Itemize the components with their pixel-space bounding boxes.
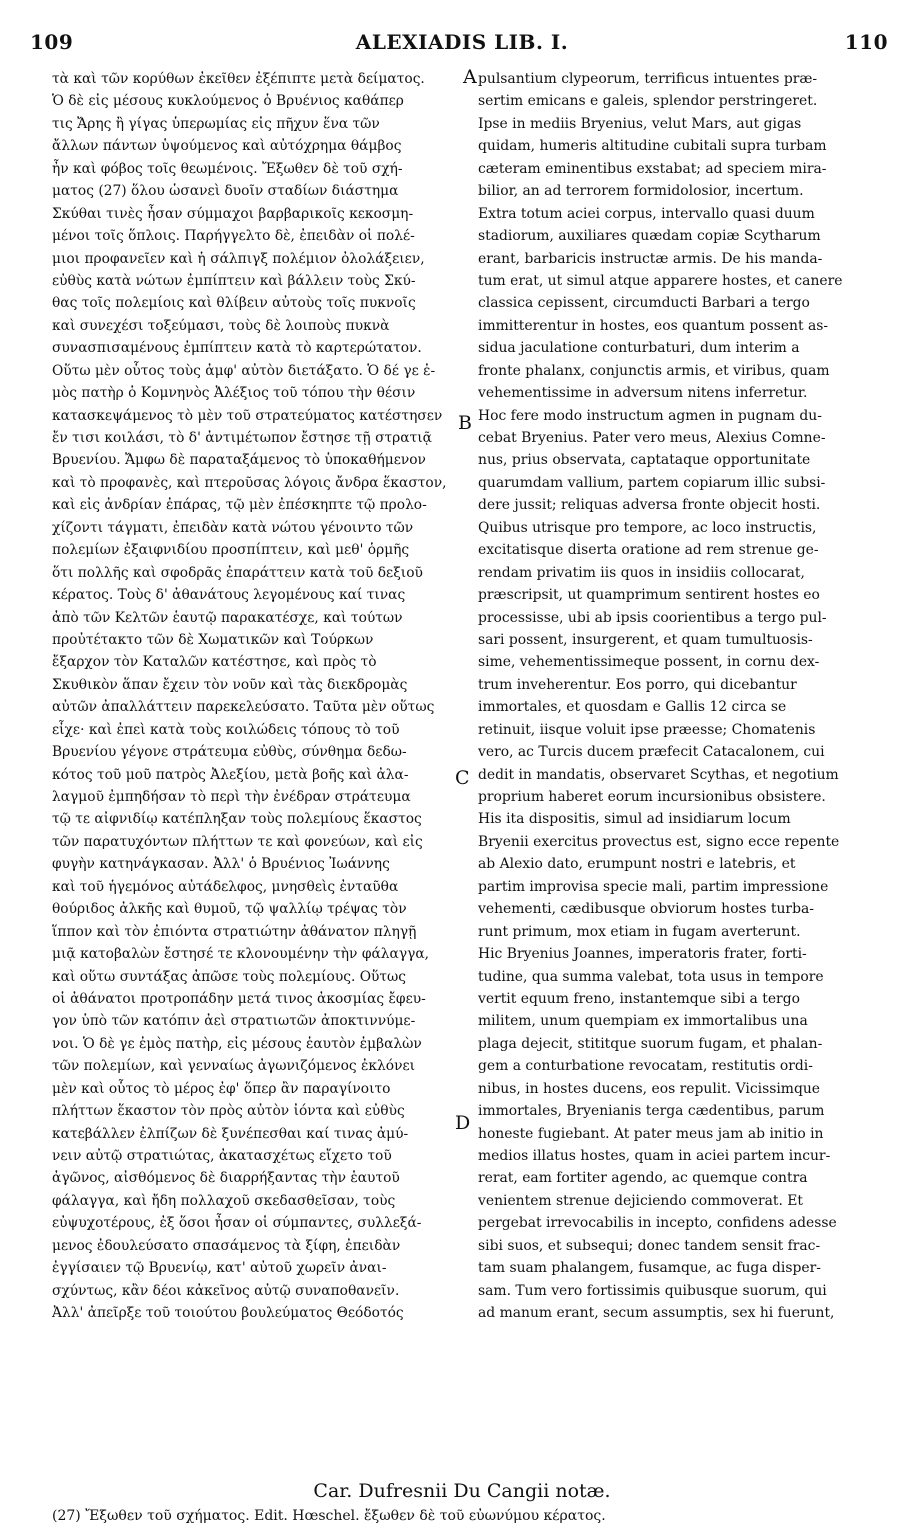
- text-line: θας τοῖς πολεμίοις καὶ θλίβειν αὐτοὺς τοῖς πυκνοῖς: [52, 295, 416, 312]
- text-line: τῶν παρατυχόντων πλήττων τε καὶ φονεύων, καὶ εἰς: [52, 833, 423, 850]
- text-line: sibi suos, et subsequi; donec tandem sensit frac-: [478, 1237, 821, 1254]
- text-line: ἔν τισι κοιλάσι, τὸ δ' ἀντιμέτωπον ἔστησε τῇ στρατιᾷ: [52, 430, 432, 446]
- text-line: militem, unum quempiam ex immortalibus una: [478, 1013, 808, 1030]
- text-line: Σκύθαι τινὲς ἦσαν σύμμαχοι βαρβαρικοῖς κεκοσμη-: [52, 205, 414, 222]
- text-line: runt primum, mox etiam in fugam averterunt.: [478, 923, 801, 940]
- latin-text-column: [478, 68, 888, 1325]
- text-line: Ὁ δὲ εἰς μέσους κυκλούμενος ὁ Βρυένιος καθάπερ: [52, 93, 404, 110]
- text-line: sime, vehementissimeque possent, in cornu dex-: [478, 654, 820, 671]
- text-line: θούριδος ἀλκῆς καὶ θυμοῦ, τῷ ψαλλίῳ τρέψας τὸν: [52, 901, 407, 918]
- text-line: immortales, Bryenianis terga cædentibus, parum: [478, 1103, 825, 1120]
- text-line: Hic Bryenius Joannes, imperatoris frater, forti-: [478, 946, 807, 963]
- margin-mark-d: D: [455, 1112, 471, 1134]
- text-line: honeste fugiebant. At pater meus jam ab initio in: [478, 1125, 824, 1142]
- text-line: τῷ τε αἰφνιδίῳ κατέπληξαν τοὺς πολεμίους ἕκαστος: [52, 811, 422, 828]
- margin-mark-b: B: [458, 412, 472, 434]
- text-line: μενος ἐδουλεύσατο σπασάμενος τὰ ξίφη, ἐπειδὰν: [52, 1237, 401, 1254]
- text-line: vertit equum freno, instantemque sibi a tergo: [478, 990, 800, 1007]
- text-line: ἀγῶνος, αἰσθόμενος δὲ διαρρήξαντας τὴν ἑαυτοῦ: [52, 1170, 400, 1187]
- text-line: κότος τοῦ μοῦ πατρὸς Ἀλεξίου, μετὰ βοῆς καὶ ἀλα-: [52, 766, 409, 783]
- text-line: προὐτέτακτο τῶν δὲ Χωματικῶν καὶ Τούρκων: [52, 631, 374, 648]
- text-line: Οὕτω μὲν οὗτος τοὺς ἀμφ' αὐτὸν διετάξατο. Ὁ δέ γε ἐ-: [52, 362, 436, 379]
- text-line: vehementissime in adversum nitens inferretur.: [478, 385, 808, 402]
- text-line: dedit in mandatis, observaret Scythas, et negotium: [478, 766, 839, 783]
- text-line: classica cepissent, circumducti Barbari a tergo: [478, 295, 810, 312]
- margin-mark-c: C: [455, 767, 470, 789]
- text-line: νοι. Ὁ δὲ γε ἐμὸς πατὴρ, εἰς μέσους ἑαυτὸν ἐμβαλὼν: [52, 1035, 422, 1052]
- text-line: trum inveherentur. Eos porro, qui dicebantur: [478, 676, 797, 693]
- text-line: χίζοντι τάγματι, ἐπειδὰν κατὰ νώτου γένοιντο τῶν: [52, 519, 414, 536]
- text-line: plaga dejecit, stititque suorum fugam, et phalan-: [478, 1035, 823, 1052]
- text-line: πολεμίων ἐξαιφνιδίου προσπίπτειν, καὶ μεθ' ὁρμῆς: [52, 542, 410, 559]
- text-line: Σκυθικὸν ἅπαν ἔχειν τὸν νοῦν καὶ τὰς διεκδρομὰς: [52, 676, 408, 693]
- text-line: οἱ ἀθάνατοι προτροπάδην μετά τινος ἀκοσμίας ἔφευ-: [52, 990, 426, 1007]
- text-line: His ita dispositis, simul ad insidiarum locum: [478, 811, 791, 828]
- text-line: μὸς πατὴρ ὁ Κομνηνὸς Ἀλέξιος τοῦ τόπου τὴν θέσιν: [52, 385, 416, 402]
- text-line: tum erat, ut simul atque apparere hostes, et canere: [478, 272, 843, 289]
- text-line: immortales, et quosdam e Gallis 12 circa se: [478, 699, 787, 716]
- margin-mark-a: A: [463, 66, 477, 88]
- text-line: φυγὴν κατηνάγκασαν. Ἀλλ' ὁ Βρυένιος Ἰωάννης: [52, 856, 390, 873]
- text-line: vehementi, cædibusque obviorum hostes turba-: [478, 901, 814, 918]
- text-line: quarumdam vallium, partem copiarum illic subsi-: [478, 474, 826, 491]
- text-line: συνασπισαμένους ἐμπίπτειν κατὰ τὸ καρτερώτατον.: [52, 340, 422, 357]
- text-line: immitterentur in hostes, eos quantum possent as-: [478, 317, 829, 334]
- text-line: μὲν καὶ οὗτος τὸ μέρος ἐφ' ὅπερ ἂν παραγίνοιτο: [52, 1080, 391, 1097]
- text-line: κατασκεψάμενος τὸ μὲν τοῦ στρατεύματος κατέστησεν: [52, 407, 443, 424]
- text-line: ἵππον καὶ τὸν ἐπιόντα στρατιώτην ἀθάνατον πληγῇ: [52, 923, 417, 940]
- text-line: sam. Tum vero fortissimis quibusque suorum, qui: [478, 1282, 827, 1299]
- text-line: Ipse in mediis Bryenius, velut Mars, aut gigas: [478, 115, 802, 132]
- text-line: ματος (27) ὅλου ὡσανεὶ δυοῖν σταδίων διάστημα: [52, 183, 399, 200]
- text-line: cebat Bryenius. Pater vero meus, Alexius Comne-: [478, 430, 826, 446]
- text-line: Βρυενίου γέγονε στράτευμα εὐθὺς, σύνθημα δεδω-: [52, 744, 407, 761]
- text-line: fronte phalanx, conjunctis armis, et viribus, quam: [478, 362, 830, 379]
- text-line: μένοι τοῖς ὅπλοις. Παρήγγελτο δὲ, ἐπειδὰν οἱ πολέ-: [52, 228, 415, 245]
- text-line: πλήττων ἕκαστον τὸν πρὸς αὐτὸν ἰόντα καὶ εὐθὺς: [52, 1103, 405, 1120]
- text-line: vero, ac Turcis ducem præfecit Catacalonem, cui: [478, 744, 825, 761]
- text-line: sari possent, insurgerent, et quam tumultuosis-: [478, 631, 813, 648]
- text-line: εἶχε· καὶ ἐπεὶ κατὰ τοὺς κοιλώδεις τόπους τὸ τοῦ: [52, 721, 400, 738]
- text-line: excitatisque diserta oratione ad rem strenue ge-: [478, 542, 819, 559]
- text-line: μιοι προφανεῖεν καὶ ἡ σάλπιγξ πολέμιον ὀλολάξειεν,: [52, 250, 425, 267]
- text-line: ad manum erant, secum assumptis, sex hi fuerunt,: [478, 1305, 835, 1322]
- text-line: λαγμοῦ ἐμπηδήσαν τὸ περὶ τὴν ἐνέδραν στράτευμα: [52, 789, 411, 805]
- text-line: Βρυενίου. Ἄμφω δὲ παραταξάμενος τὸ ὑποκαθήμενον: [52, 452, 426, 469]
- text-line: καὶ τοῦ ἡγεμόνος αὐτάδελφος, μνησθεὶς ἐνταῦθα: [52, 878, 399, 895]
- text-line: sidua jaculatione conturbaturi, dum interim a: [478, 340, 800, 357]
- text-line: erant, barbaricis instructæ armis. De his manda-: [478, 250, 823, 267]
- text-line: proprium haberet eorum incursionibus obsistere.: [478, 789, 826, 805]
- text-line: σχύντως, κἂν δέοι κἀκεῖνος αὐτῷ συναποθανεῖν.: [52, 1282, 400, 1299]
- text-line: ἀπὸ τῶν Κελτῶν ἑαυτῷ παρακατέσχε, καὶ τούτων: [52, 609, 403, 626]
- note-27: (27) Ἔξωθεν τοῦ σχήματος. Edit. Hœschel. ἔξωθεν δὲ τοῦ εὐωνύμου κέρατος.: [52, 1508, 606, 1524]
- text-line: φάλαγγα, καὶ ἤδη πολλαχοῦ σκεδασθεῖσαν, τοὺς: [52, 1192, 396, 1209]
- text-line: gem a conturbatione revocatam, restitutis ordi-: [478, 1058, 813, 1075]
- text-line: εὐψυχοτέρους, ἐξ ὅσοι ἦσαν οἱ σύμπαντες, συλλεξά-: [52, 1215, 422, 1232]
- text-line: Ἀλλ' ἀπεῖρξε τοῦ τοιούτου βουλεύματος Θεόδοτός: [52, 1305, 404, 1322]
- running-title: ALEXIADIS LIB. I.: [355, 30, 569, 54]
- text-line: pergebat irrevocabilis in incepto, confidens adesse: [478, 1215, 837, 1232]
- greek-text-column: [52, 68, 460, 1325]
- text-line: quidam, humeris altitudine cubitali supra turbam: [478, 138, 827, 155]
- text-line: partim improvisa specie mali, partim impressione: [478, 878, 829, 895]
- page-number-left: 109: [30, 30, 74, 54]
- text-line: retinuit, iisque voluit ipse præesse; Chomatenis: [478, 721, 816, 738]
- text-line: ἄλλων πάντων ὑψούμενος καὶ αὐτόχρημα θάμβος: [52, 138, 402, 155]
- text-line: venientem strenue dejiciendo commoverat. Et: [478, 1192, 804, 1209]
- text-line: καὶ συνεχέσι τοξεύμασι, τοὺς δὲ λοιποὺς πυκνὰ: [52, 317, 390, 334]
- text-line: Hoc fere modo instructum agmen in pugnam du-: [478, 407, 822, 424]
- text-line: ἐγγίσαιεν τῷ Βρυενίῳ, κατ' αὐτοῦ χωρεῖν ἀναι-: [52, 1260, 387, 1277]
- text-line: νειν αὐτῷ στρατιώτας, ἀκατασχέτως εἴχετο τοῦ: [52, 1148, 392, 1164]
- text-line: Extra totum aciei corpus, intervallo quasi duum: [478, 205, 815, 222]
- text-line: præscripsit, ut quamprimum sentirent hostes eo: [478, 587, 820, 604]
- text-line: τῶν πολεμίων, καὶ γενναίως ἀγωνιζόμενος ἐκλόνει: [52, 1058, 416, 1075]
- text-line: tam suam phalangem, fusamque, ac fuga disper-: [478, 1260, 821, 1277]
- text-line: κέρατος. Τοὺς δ' ἀθανάτους λεγομένους καί τινας: [52, 587, 406, 604]
- text-line: Bryenii exercitus provectus est, signo ecce repente: [478, 833, 840, 850]
- text-line: ἦν καὶ φόβος τοῖς θεωμένοις. Ἔξωθεν δὲ τοῦ σχή-: [52, 160, 403, 177]
- text-line: sertim emicans e galeis, splendor perstringeret.: [478, 93, 818, 110]
- text-line: εὐθὺς κατὰ νώτων ἐμπίπτειν καὶ βάλλειν τοὺς Σκύ-: [52, 272, 416, 289]
- text-line: Quibus utrisque pro tempore, ac loco instructis,: [478, 519, 817, 536]
- text-line: μιᾷ κατοβαλὼν ἔστησέ τε κλονουμένην τὴν φάλαγγα,: [52, 946, 430, 963]
- text-line: καὶ εἰς ἀνδρίαν ἐπάρας, τῷ μὲν ἐπέσκηπτε τῷ προλο-: [52, 497, 427, 514]
- text-line: bilior, an ad terrorem formidolosior, incertum.: [478, 183, 804, 200]
- page-number-right: 110: [844, 30, 888, 54]
- text-line: ab Alexio dato, erumpunt nostri e latebris, et: [478, 856, 796, 873]
- text-line: καὶ οὕτω συντάξας ἀπῶσε τοὺς πολεμίους. Οὕτως: [52, 968, 407, 985]
- text-line: γον ὑπὸ τῶν κατόπιν ἀεὶ στρατιωτῶν ἀποκτιννύμε-: [52, 1013, 416, 1030]
- text-line: pulsantium clypeorum, terrificus intuentes præ-: [478, 71, 818, 87]
- text-line: stadiorum, auxiliares quædam copiæ Scytharum: [478, 228, 821, 245]
- text-line: rendam privatim iis quos in insidiis collocarat,: [478, 564, 805, 581]
- text-line: κατεβάλλεν ἐλπίζων δὲ ξυνέπεσθαι καί τινας ἀμύ-: [52, 1125, 409, 1142]
- text-line: nibus, in hostes ducens, eos repulit. Vicissimque: [478, 1080, 821, 1097]
- text-line: καὶ τὸ προφανὲς, καὶ πτεροῦσας λόγοις ἄνδρα ἕκαστον,: [52, 474, 447, 491]
- text-line: τις Ἄρης ἢ γίγας ὑπερωμίας εἰς πῆχυν ἕνα τῶν: [52, 115, 380, 132]
- text-line: cæteram eminentibus exstabat; ad speciem mira-: [478, 160, 827, 177]
- text-line: tudine, qua summa valebat, tota usus in tempore: [478, 968, 824, 985]
- text-line: τὰ καὶ τῶν κορύθων ἐκεῖθεν ἐξέπιπτε μετὰ δείματος.: [52, 71, 425, 87]
- text-line: αὐτῶν ἀπαλλάττειν παρεκελεύσατο. Ταῦτα μὲν οὕτως: [52, 699, 435, 716]
- text-line: ἔξαρχον τὸν Καταλῶν κατέστησε, καὶ πρὸς τὸ: [52, 654, 377, 671]
- text-line: processisse, ubi ab ipsis coorientibus a tergo pul-: [478, 609, 827, 626]
- text-line: dere jussit; reliquas adversa fronte objecit hosti.: [478, 497, 821, 514]
- text-line: rerat, eam fortiter agendo, ac quemque contra: [478, 1170, 808, 1187]
- notes-heading: Car. Dufresnii Du Cangii notæ.: [313, 1480, 611, 1502]
- text-line: ὅτι πολλῆς καὶ σφοδρᾶς ἐπαράττειν κατὰ τοῦ δεξιοῦ: [52, 564, 423, 581]
- text-line: nus, prius observata, captataque opportunitate: [478, 452, 811, 469]
- text-line: medios illatus hostes, quam in aciei partem incur-: [478, 1148, 831, 1164]
